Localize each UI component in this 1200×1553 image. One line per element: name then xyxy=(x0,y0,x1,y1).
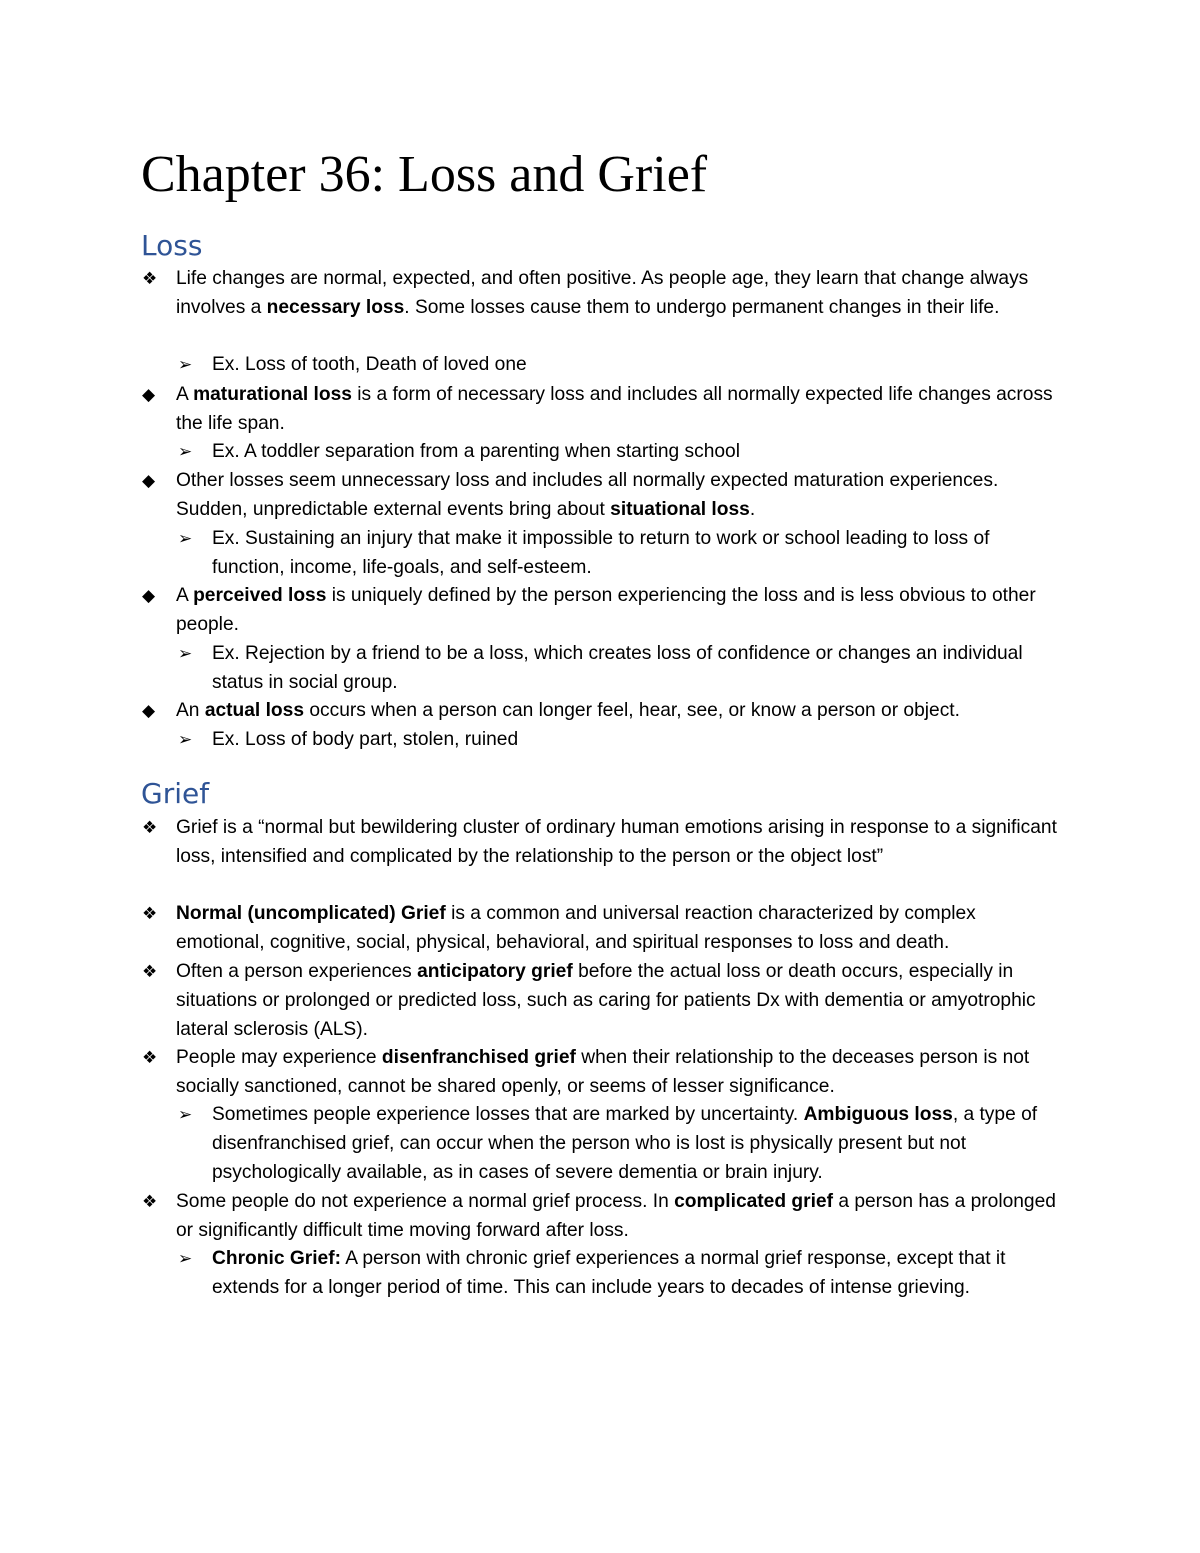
list-item: A perceived loss is uniquely defined by the person experiencing the loss and is less obvious to other people. xyxy=(176,585,1036,635)
solid-diamond-bullet-icon: ◆ xyxy=(142,586,156,606)
list-item: Often a person experiences anticipatory grief before the actual loss or death occurs, especially in situations or prolonged or predicted loss, such as caring for patients Dx with dementia or amyotrophic lateral sclerosis (ALS). xyxy=(176,961,1036,1040)
example-item: Ex. Loss of body part, stolen, ruined xyxy=(212,729,519,750)
list-item: Normal (uncomplicated) Grief is a common and universal reaction characterized by complex emotional, cognitive, social, physical, behavioral, and spiritual responses to loss and death. xyxy=(176,903,976,953)
key-term: Chronic Grief: xyxy=(212,1248,341,1269)
open-diamond-bullet-icon: ❖ xyxy=(142,1048,158,1068)
arrow-bullet-icon: ➢ xyxy=(178,529,193,549)
arrow-bullet-icon: ➢ xyxy=(178,355,193,375)
key-term: perceived loss xyxy=(193,585,327,606)
sub-item: Sometimes people experience losses that are marked by uncertainty. Ambiguous loss, a type of disenfranchised grief, can occur when the person who is lost is physically present but not psychologically available, as in cases of severe dementia or brain injury. xyxy=(212,1104,1038,1183)
list-item: An actual loss occurs when a person can longer feel, hear, see, or know a person or object. xyxy=(176,700,960,721)
page-title: Chapter 36: Loss and Grief xyxy=(141,146,708,203)
solid-diamond-bullet-icon: ◆ xyxy=(142,471,156,491)
example-item: Ex. Loss of tooth, Death of loved one xyxy=(212,354,527,375)
example-item: Ex. Sustaining an injury that make it impossible to return to work or school leading to loss of function, income, life-goals, and self-esteem. xyxy=(212,528,990,578)
list-item: People may experience disenfranchised grief when their relationship to the deceases person is not socially sanctioned, cannot be shared openly, or seems of lesser significance. xyxy=(176,1047,1030,1097)
key-term: Ambiguous loss xyxy=(803,1104,953,1125)
list-item: Life changes are normal, expected, and often positive. As people age, they learn that change always involves a necessary loss. Some losses cause them to undergo permanent changes in their life. xyxy=(176,268,1029,318)
key-term: complicated grief xyxy=(674,1191,833,1212)
solid-diamond-bullet-icon: ◆ xyxy=(142,701,156,721)
list-item: A maturational loss is a form of necessary loss and includes all normally expected life changes across the life span. xyxy=(176,384,1053,434)
arrow-bullet-icon: ➢ xyxy=(178,730,193,750)
key-term: anticipatory grief xyxy=(417,961,573,982)
sub-item: Chronic Grief: A person with chronic grief experiences a normal grief response, except that it extends for a longer period of time. This can include years to decades of intense grieving. xyxy=(212,1248,1006,1298)
open-diamond-bullet-icon: ❖ xyxy=(142,962,158,982)
key-term: actual loss xyxy=(204,700,304,721)
arrow-bullet-icon: ➢ xyxy=(178,442,193,462)
key-term: maturational loss xyxy=(193,384,352,405)
key-term: Normal (uncomplicated) Grief xyxy=(176,903,446,924)
key-term: situational loss xyxy=(610,498,750,520)
list-item: Grief is a “normal but bewildering cluster of ordinary human emotions arising in response to a significant loss, intensified and complicated by the relationship to the person or the object lost” xyxy=(176,817,1057,867)
open-diamond-bullet-icon: ❖ xyxy=(142,269,158,289)
section-heading-loss: Loss xyxy=(141,229,203,262)
list-item: Other losses seem unnecessary loss and includes all normally expected maturation experiences. Sudden, unpredictable external events bring about situational loss. xyxy=(176,470,999,520)
key-term: necessary loss xyxy=(266,296,405,318)
arrow-bullet-icon: ➢ xyxy=(178,644,193,664)
open-diamond-bullet-icon: ❖ xyxy=(142,818,158,838)
example-item: Ex. Rejection by a friend to be a loss, which creates loss of confidence or changes an individual status in social group. xyxy=(212,643,1023,693)
example-item: Ex. A toddler separation from a parenting when starting school xyxy=(212,441,740,462)
solid-diamond-bullet-icon: ◆ xyxy=(142,385,156,405)
open-diamond-bullet-icon: ❖ xyxy=(142,1192,158,1212)
arrow-bullet-icon: ➢ xyxy=(178,1105,193,1125)
open-diamond-bullet-icon: ❖ xyxy=(142,904,158,924)
key-term: disenfranchised grief xyxy=(381,1047,576,1068)
list-item: Some people do not experience a normal grief process. In complicated grief a person has a prolonged or significantly difficult time moving forward after loss. xyxy=(176,1191,1056,1241)
arrow-bullet-icon: ➢ xyxy=(178,1249,193,1269)
section-heading-grief: Grief xyxy=(141,777,210,810)
